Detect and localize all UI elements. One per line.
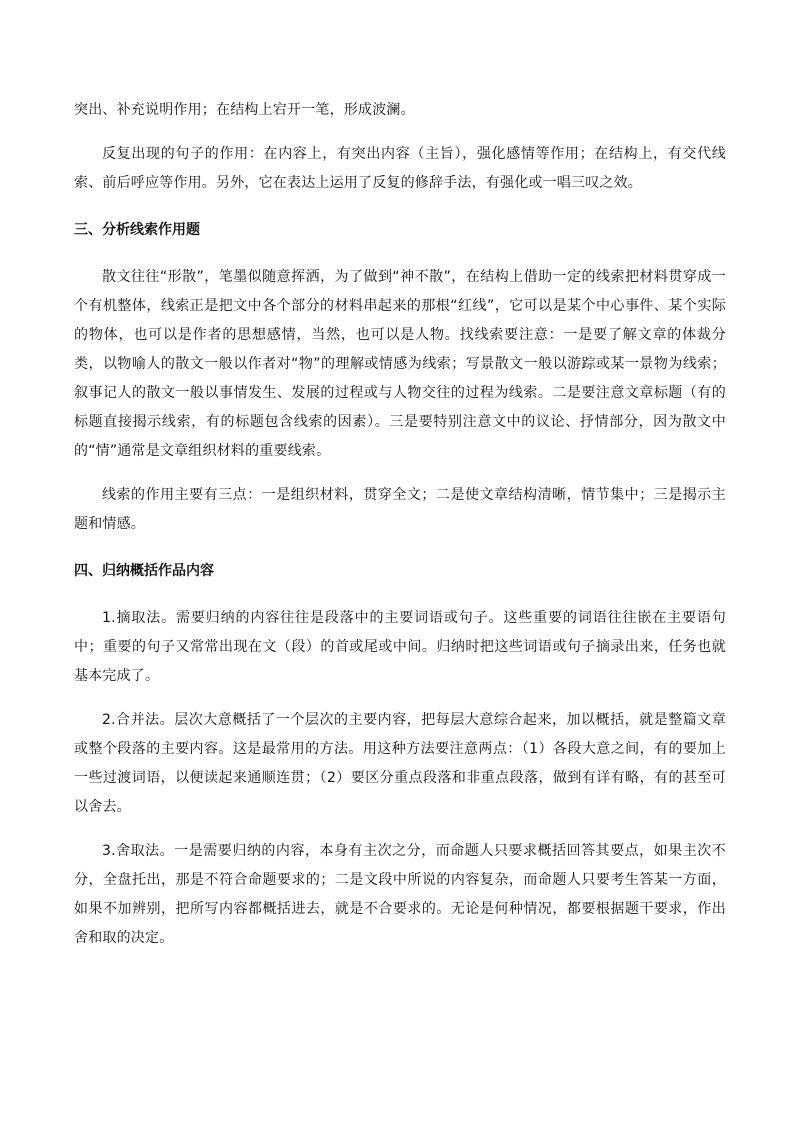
section-heading-4: 四、归纳概括作品内容 — [74, 563, 214, 579]
paragraph-repeated-sentence: 反复出现的句子的作用：在内容上，有突出内容（主旨），强化感情等作用；在结构上，有交代线索、前后呼应等作用。另外，它在表达上运用了反复的修辞手法，有强化或一唱三叹之效。 — [74, 146, 726, 191]
section-heading-3: 三、分析线索作用题 — [74, 222, 200, 238]
paragraph-selection-method: 3.舍取法。一是需要归纳的内容，本身有主次之分，而命题人只要求概括回答其要点，如果主次不分，全盘托出，那是不符合命题要求的；二是文段中所说的内容复杂，而命题人只要考生答某一方面，如果不加辨别，把所写内容都概括进去，就是不合要求的。无论是何种情况，都要根据题干要求，作出舍和取的决定。 — [74, 843, 726, 946]
paragraph-clue-analysis: 散文往往“形散”，笔墨似随意挥洒，为了做到“神不散”，在结构上借助一定的线索把材料贯穿成一个有机整体，线索正是把文中各个部分的材料串起来的那根“红线”，它可以是某个中心事件、某个实际的物体，也可以是作者的思想感情，当然，也可以是人物。找线索要注意：一是要了解文章的体裁分类，以物喻人的散文一般以作者对“物”的理解或情感为线索；写景散文一般以游踪或某一景物为线索；叙事记人的散文一般以事情发生、发展的过程或与人物交往的过程为线索。二是要注意文章标题（有的标题直接揭示线索，有的标题包含线索的因素）。三是要特别注意文中的议论、抒情部分，因为散文中的“情”通常是文章组织材料的重要线索。 — [74, 269, 726, 459]
paragraph-continuation: 突出、补充说明作用；在结构上宕开一笔，形成波澜。 — [74, 102, 415, 118]
paragraph-clue-functions: 线索的作用主要有三点：一是组织材料，贯穿全文；二是使文章结构清晰，情节集中；三是揭示主题和情感。 — [74, 487, 726, 532]
document-page — [74, 96, 726, 953]
paragraph-merge-method: 2.合并法。层次大意概括了一个层次的主要内容，把每层大意综合起来，加以概括，就是整篇文章或整个段落的主要内容。这是最常用的方法。用这种方法要注意两点：（1）各段大意之间，有的要加上一些过渡词语，以便读起来通顺连贯；（2）要区分重点段落和非重点段落，做到有详有略，有的甚至可以舍去。 — [74, 712, 726, 815]
paragraph-extraction-method: 1.摘取法。需要归纳的内容往往是段落中的主要词语或句子。这些重要的词语往往嵌在主要语句中；重要的句子又常常出现在文（段）的首或尾或中间。归纳时把这些词语或句子摘录出来，任务也就基本完成了。 — [74, 610, 726, 684]
